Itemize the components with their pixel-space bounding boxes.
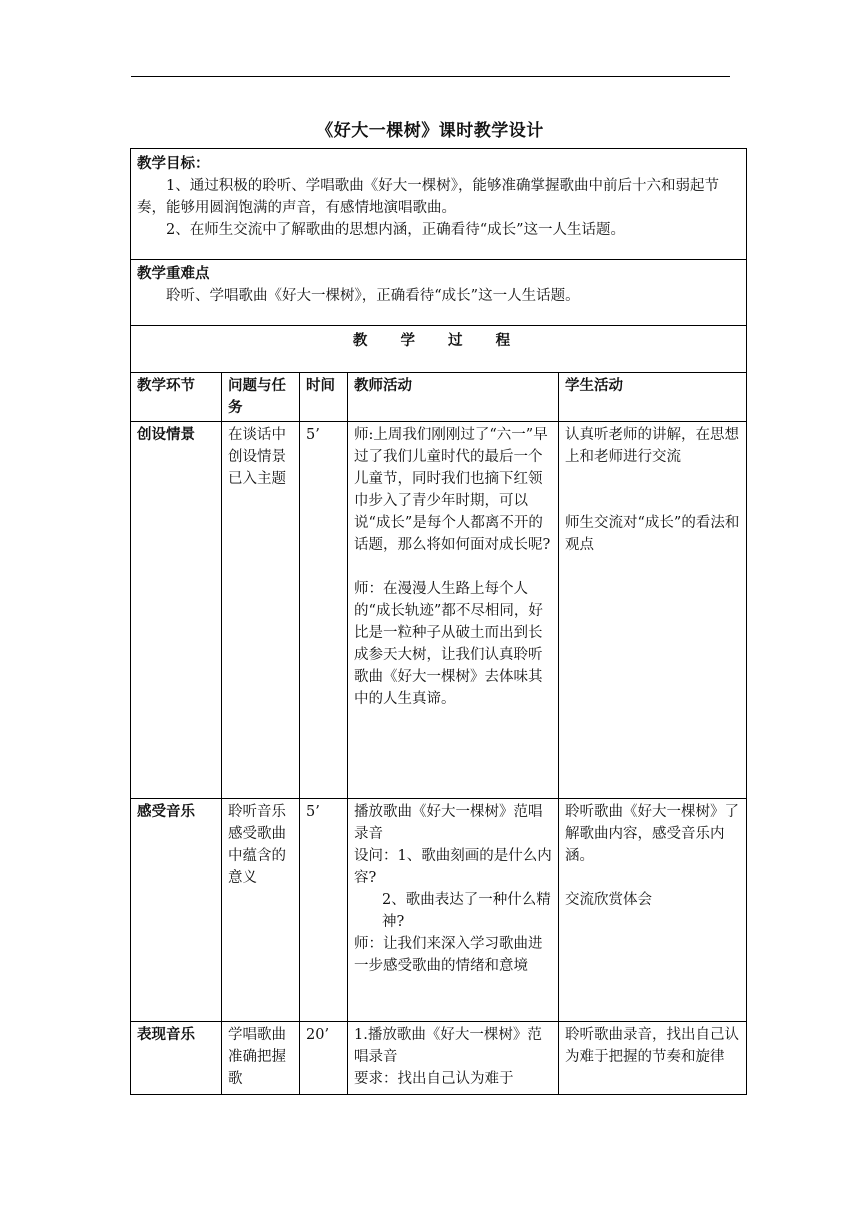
document-title: 《好大一棵树》课时教学设计 [316,121,544,141]
column-header-time: 时间 [300,373,348,422]
key-points-heading: 教学重难点 [137,266,210,282]
task-cell: 聆听音乐感受歌曲中蕴含的意义 [222,799,300,1022]
stage-cell: 表现音乐 [131,1022,222,1095]
objectives-row [131,149,747,260]
student-activity-cell [559,1022,747,1095]
objectives-heading: 教学目标： [137,156,210,172]
teacher-activity-cell [348,799,559,1022]
task-cell: 在谈话中创设情景已入主题 [222,422,300,799]
column-header-student: 学生活动 [559,373,747,422]
objective-item-1: 1、通过积极的聆听、学唱歌曲《好大一棵树》，能够准确掌握歌曲中前后十六和弱起节奏，能够用圆润饱满的声音，有感情地演唱歌曲。 [137,178,719,216]
table-row [131,1022,747,1095]
stage-cell: 创设情景 [131,422,222,799]
teacher-paragraph: 1.播放歌曲《好大一棵树》范唱录音 [354,1027,542,1065]
student-paragraph: 认真听老师的讲解，在思想上和老师进行交流 [565,427,739,465]
teacher-paragraph: 师:上周我们刚刚过了“六一”早过了我们儿童时代的最后一个儿童节，同时我们也摘下红领巾步入了青少年时期，可以说“成长”是每个人都离不开的话题，那么将如何面对成长呢? [354,427,551,553]
column-header-task: 问题与任务 [222,373,300,422]
teacher-paragraph: 设问：1、歌曲刻画的是什么内容? [354,848,552,886]
teacher-paragraph: 师：在漫漫人生路上每个人的“成长轨迹”都不尽相同，好比是一粒种子从破土而出到长成参天大树，让我们认真聆听歌曲《好大一棵树》去体味其中的人生真谛。 [354,581,543,707]
teacher-paragraph: 要求：找出自己认为难于 [354,1071,514,1087]
student-paragraph: 交流欣赏体会 [565,892,652,908]
column-header-stage: 教学环节 [131,373,222,422]
student-paragraph: 聆听歌曲《好大一棵树》了解歌曲内容，感受音乐内涵。 [565,804,739,864]
teacher-paragraph: 2、歌曲表达了一种什么精神? [382,892,551,930]
teacher-paragraph: 播放歌曲《好大一棵树》范唱录音 [354,804,543,842]
lesson-plan-table [130,148,747,1095]
student-activity-cell [559,799,747,1022]
process-heading-row [131,326,747,373]
student-paragraph: 师生交流对“成长”的看法和观点 [565,515,740,553]
table-row [131,799,747,1022]
time-cell: 5’ [300,799,348,1022]
task-cell: 学唱歌曲准确把握歌 [222,1022,300,1095]
key-points-row [131,260,747,326]
column-header-teacher: 教师活动 [348,373,559,422]
teacher-paragraph: 师：让我们来深入学习歌曲进一步感受歌曲的情绪和意境 [354,936,543,974]
stage-cell: 感受音乐 [131,799,222,1022]
student-activity-cell [559,422,747,799]
key-points-text: 聆听、学唱歌曲《好大一棵树》，正确看待“成长”这一人生话题。 [166,288,580,304]
teacher-activity-cell [348,1022,559,1095]
student-paragraph: 聆听歌曲录音，找出自己认为难于把握的节奏和旋律 [565,1027,739,1065]
header-rule [131,76,730,77]
objective-item-2: 2、在师生交流中了解歌曲的思想内涵，正确看待“成长”这一人生话题。 [166,222,626,238]
time-cell: 5’ [300,422,348,799]
time-cell: 20’ [300,1022,348,1095]
process-heading: 教 学 过 程 [352,333,525,349]
table-row [131,422,747,799]
column-header-row [131,373,747,422]
teacher-activity-cell [348,422,559,799]
